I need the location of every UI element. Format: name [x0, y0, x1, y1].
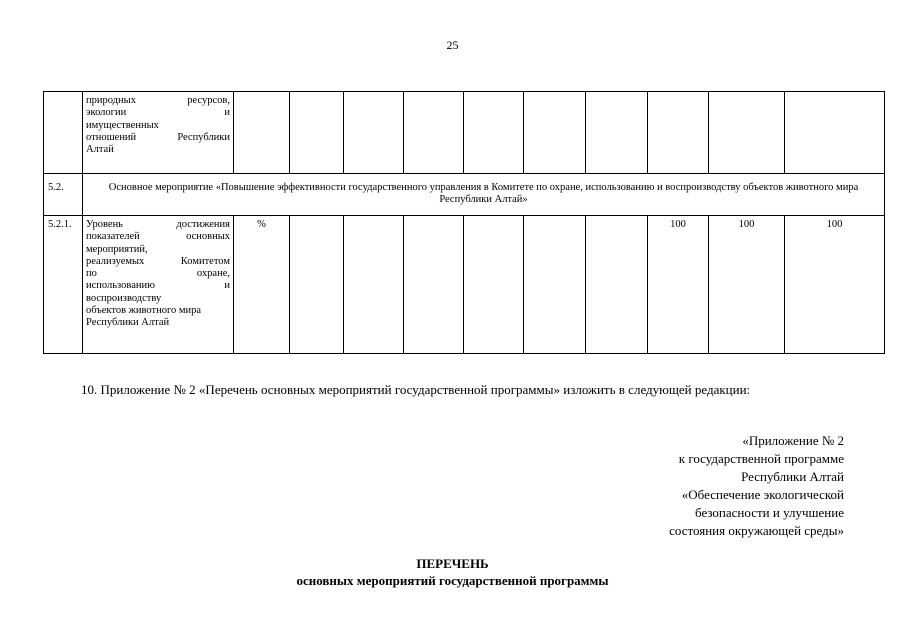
- value-cell: [464, 216, 524, 354]
- indicators-table: [43, 91, 885, 354]
- value-cell: [586, 92, 648, 174]
- table-row: [44, 92, 885, 174]
- document-subtitle: основных мероприятий государственной программы: [296, 573, 609, 588]
- value-cell: 100: [709, 216, 785, 354]
- value-cell: [785, 92, 885, 174]
- unit-cell: [234, 92, 290, 174]
- value-cell: 100: [785, 216, 885, 354]
- amendment-paragraph: 10. Приложение № 2 «Перечень основных мероприятий государственной программы» изложить в следующей редакции:: [81, 382, 751, 397]
- value-cell: [586, 216, 648, 354]
- row-number: 5.2.1.: [44, 216, 83, 354]
- row-number: [44, 92, 83, 174]
- row-number: 5.2.: [44, 174, 83, 216]
- indicator-name: Уровень достижения показателей основных мероприятий, реализуемых Комитетом по охране, использованию и воспроизводству объектов животного мира Республики Алтай: [83, 216, 234, 354]
- measure-title: Основное мероприятие «Повышение эффективности государственного управления в Комитете по охране, использованию и воспроизводству объектов животного мира Республики Алтай»: [83, 174, 885, 216]
- appendix-line: к государственной программе: [678, 451, 844, 466]
- value-cell: [524, 216, 586, 354]
- value-cell: [524, 92, 586, 174]
- appendix-line: состояния окружающей среды»: [669, 523, 844, 538]
- value-cell: [344, 216, 404, 354]
- value-cell: [404, 216, 464, 354]
- appendix-heading: [584, 432, 844, 540]
- appendix-line: Республики Алтай: [741, 469, 844, 484]
- appendix-line: «Приложение № 2: [742, 433, 844, 448]
- value-cell: [464, 92, 524, 174]
- document-title: ПЕРЕЧЕНЬ: [416, 556, 489, 571]
- page-number: 25: [446, 38, 459, 52]
- table-row: [44, 174, 885, 216]
- value-cell: 100: [648, 216, 709, 354]
- value-cell: [648, 92, 709, 174]
- value-cell: [290, 216, 344, 354]
- value-cell: [709, 92, 785, 174]
- appendix-line: безопасности и улучшение: [695, 505, 844, 520]
- appendix-line: «Обеспечение экологической: [681, 487, 844, 502]
- value-cell: [404, 92, 464, 174]
- value-cell: [344, 92, 404, 174]
- unit-cell: %: [234, 216, 290, 354]
- value-cell: [290, 92, 344, 174]
- indicator-name: природных ресурсов, экологии и имущественных отношений Республики Алтай: [83, 92, 234, 174]
- table-row: [44, 216, 885, 354]
